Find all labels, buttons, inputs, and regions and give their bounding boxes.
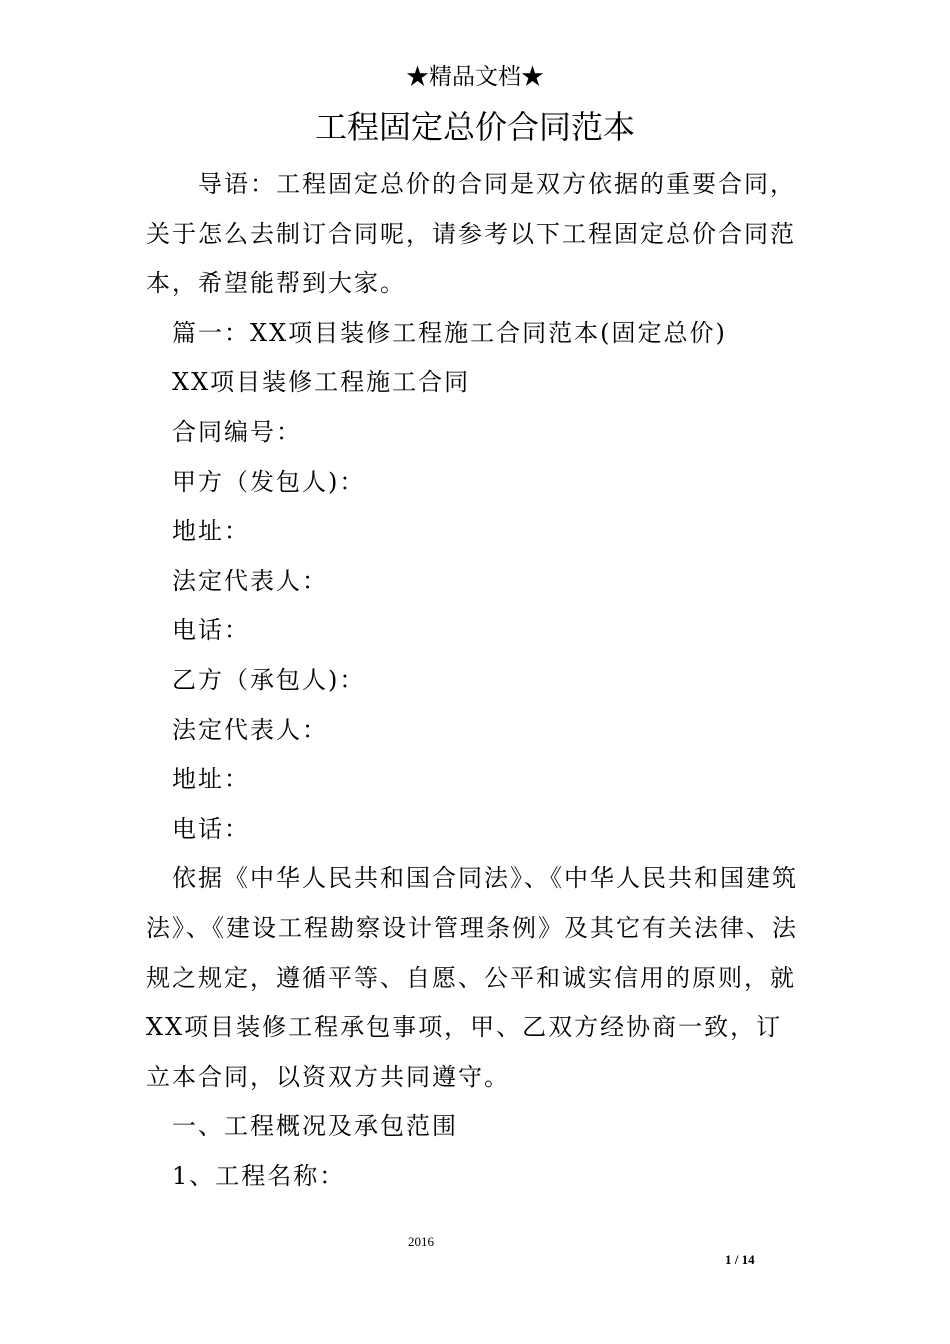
- section-one-heading: 一、工程概况及承包范围: [172, 1112, 458, 1141]
- party-a-representative-field: 法定代表人：: [172, 566, 328, 595]
- intro-paragraph: 导语：工程固定总价的合同是双方依据的重要合同，关于怎么去制订合同呢，请参考以下工程固定总价合同范本，希望能帮到大家。: [146, 170, 796, 298]
- section-heading: 篇一：XX项目装修工程施工合同范本(固定总价): [172, 318, 727, 347]
- contract-number-field: 合同编号：: [172, 417, 302, 446]
- party-a-field: 甲方（发包人)：: [172, 467, 366, 496]
- header-mark: ★精品文档★: [406, 64, 544, 90]
- document-body: [146, 160, 808, 1201]
- party-b-representative-field: 法定代表人：: [172, 715, 328, 744]
- contract-title: XX项目装修工程施工合同: [172, 368, 471, 397]
- footer-year: 2016: [408, 1234, 434, 1249]
- page-number: 1 / 14: [725, 1252, 755, 1267]
- party-a-address-field: 地址：: [172, 517, 250, 546]
- project-name-field: 1、工程名称：: [172, 1161, 346, 1190]
- party-a-phone-field: 电话：: [172, 616, 250, 645]
- party-b-address-field: 地址：: [172, 765, 250, 794]
- document-title: 工程固定总价合同范本: [314, 108, 635, 146]
- party-b-field: 乙方（承包人)：: [172, 665, 366, 694]
- legal-basis-paragraph: 依据《中华人民共和国合同法》、《中华人民共和国建筑法》、《建设工程勘察设计管理条例》及其它有关法律、法规之规定，遵循平等、自愿、公平和诚实信用的原则，就XX项目装修工程承包事项，甲、乙双方经协商一致，订立本合同，以资双方共同遵守。: [146, 864, 798, 1091]
- party-b-phone-field: 电话：: [172, 814, 250, 843]
